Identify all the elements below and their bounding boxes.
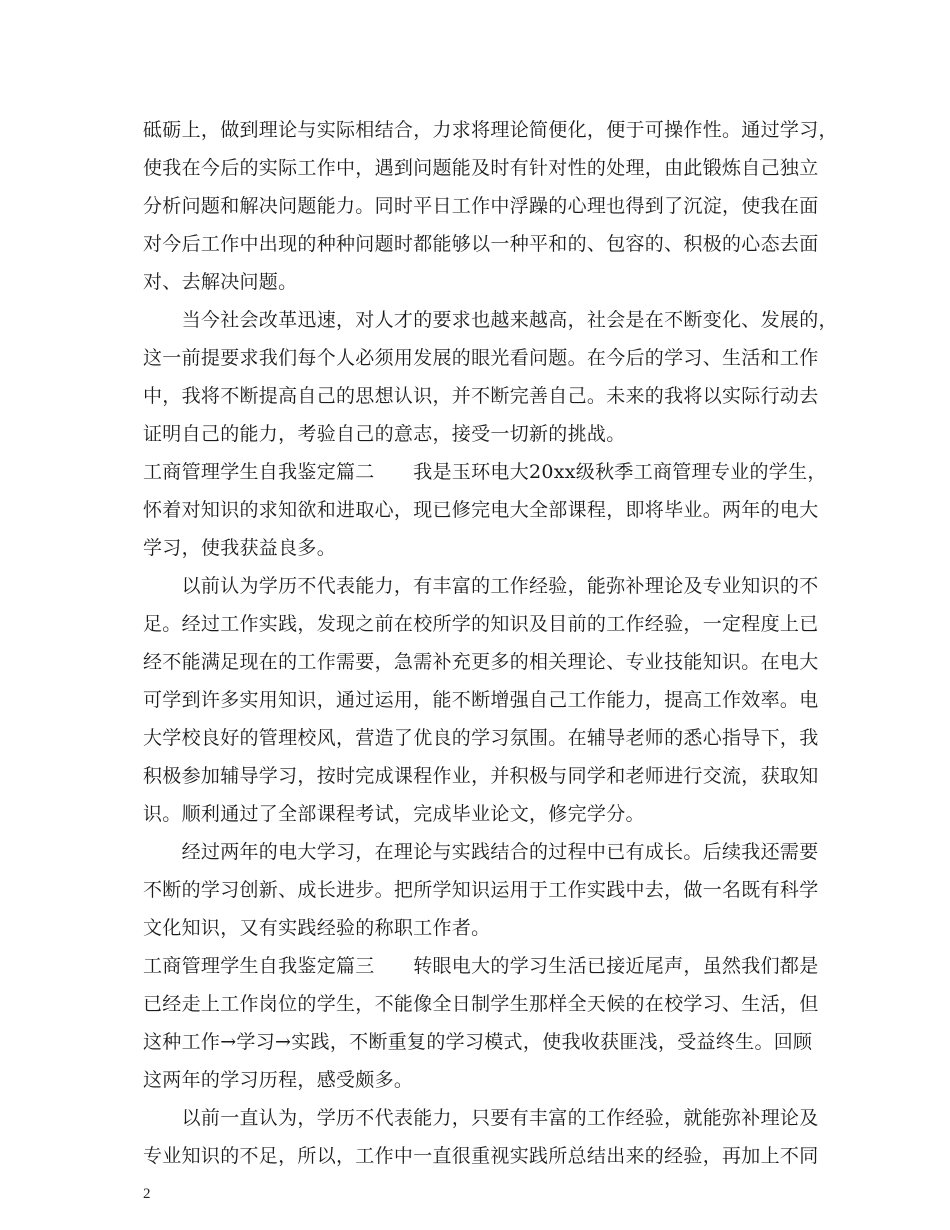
text-line: 经过两年的电大学习，在理论与实践结合的过程中已有成长。后续我还需要	[143, 841, 819, 863]
text-line: 怀着对知识的求知欲和进取心，现已修完电大全部课程，即将毕业。两年的电大	[143, 499, 819, 521]
text-line: 专业知识的不足，所以，工作中一直很重视实践所总结出来的经验，再加上不同	[143, 1145, 819, 1167]
section-heading-line: 工商管理学生自我鉴定篇二 我是玉环电大20xx级秋季工商管理专业的学生，	[143, 461, 827, 483]
text-line: 对、去解决问题。	[143, 271, 298, 293]
text-line: 已经走上工作岗位的学生，不能像全日制学生那样全天候的在校学习、生活，但	[143, 993, 819, 1015]
text-line: 识。顺利通过了全部课程考试，完成毕业论文，修完学分。	[143, 803, 645, 825]
text-line: 以前认为学历不代表能力，有丰富的工作经验，能弥补理论及专业知识的不	[143, 575, 819, 597]
text-line: 积极参加辅导学习，按时完成课程作业，并积极与同学和老师进行交流，获取知	[143, 765, 819, 787]
text-line: 对今后工作中出现的种种问题时都能够以一种平和的、包容的、积极的心态去面	[143, 233, 819, 255]
text-line: 这一前提要求我们每个人必须用发展的眼光看问题。在今后的学习、生活和工作	[143, 347, 819, 369]
text-line: 使我在今后的实际工作中，遇到问题能及时有针对性的处理，由此锻炼自己独立	[143, 157, 819, 179]
text-line: 中，我将不断提高自己的思想认识，并不断完善自己。未来的我将以实际行动去	[143, 385, 819, 407]
text-line: 砥砺上，做到理论与实际相结合，力求将理论简便化，便于可操作性。通过学习，	[143, 119, 838, 141]
text-line: 分析问题和解决问题能力。同时平日工作中浮躁的心理也得到了沉淀，使我在面	[143, 195, 819, 217]
text-line: 学习，使我获益良多。	[143, 537, 337, 559]
text-line: 证明自己的能力，考验自己的意志，接受一切新的挑战。	[143, 423, 626, 445]
text-line: 以前一直认为，学历不代表能力，只要有丰富的工作经验，就能弥补理论及	[143, 1107, 819, 1129]
page-number: 2	[143, 1186, 151, 1202]
text-line: 大学校良好的管理校风，营造了优良的学习氛围。在辅导老师的悉心指导下，我	[143, 727, 819, 749]
text-line: 当今社会改革迅速，对人才的要求也越来越高，社会是在不断变化、发展的，	[143, 309, 838, 331]
section-heading-line: 工商管理学生自我鉴定篇三 转眼电大的学习生活已接近尾声，虽然我们都是	[143, 955, 819, 977]
text-line: 经不能满足现在的工作需要，急需补充更多的相关理论、专业技能知识。在电大	[143, 651, 819, 673]
text-line: 可学到许多实用知识，通过运用，能不断增强自己工作能力，提高工作效率。电	[143, 689, 819, 711]
text-line: 这两年的学习历程，感受颇多。	[143, 1069, 414, 1091]
text-line: 足。经过工作实践，发现之前在校所学的知识及目前的工作经验，一定程度上已	[143, 613, 819, 635]
text-line: 这种工作→学习→实践，不断重复的学习模式，使我收获匪浅，受益终生。回顾	[143, 1031, 813, 1053]
text-line: 不断的学习创新、成长进步。把所学知识运用于工作实践中去，做一名既有科学	[143, 879, 819, 901]
text-line: 文化知识，又有实践经验的称职工作者。	[143, 917, 491, 939]
